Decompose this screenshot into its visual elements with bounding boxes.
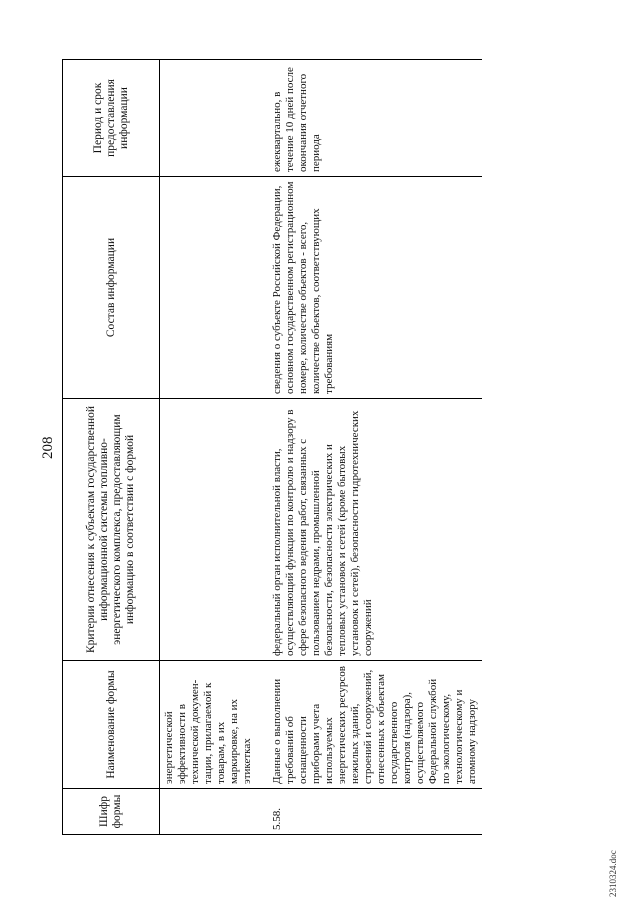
row-criteria <box>160 399 269 661</box>
row-period <box>160 60 269 177</box>
header-name: Наименование формы <box>63 661 160 789</box>
row-code: 5.58. <box>268 789 482 835</box>
footer-doc-id: 2310324.doc <box>608 850 618 897</box>
row-code <box>160 789 269 835</box>
header-criteria: Критерии отнесения к субъектам государственной информационной системы топливно-энергетического комплекса, предоставляющим информацию в соответствии с формой <box>63 399 160 661</box>
row-composition: сведения о субъекте Российской Федерации, основном государственном регистрационном номере, количестве объектов - всего, количестве объектов, соответствующих требованиям <box>268 177 482 399</box>
page-number: 208 <box>40 436 56 459</box>
row-composition <box>160 177 269 399</box>
table-row <box>268 60 482 835</box>
row-name: энергетической эффективности в технической докумен-тации, прилагаемой к товарам, в их маркировке, на их этикетках <box>160 661 269 789</box>
table-header-row <box>63 60 160 835</box>
row-criteria: федеральный орган исполнительной власти, осуществляющий функции по контролю и надзору в сфере безопасного ведения работ, связанных с пользованием недрами, промышленной безопасности, безопасности электрических и тепловых установок и сетей (кроме бытовых установок и сетей), безопасности гидротехнических сооружений <box>268 399 482 661</box>
row-period: ежеквартально, в течение 10 дней после окончания отчетного периода <box>268 60 482 177</box>
table-row <box>160 60 269 835</box>
header-composition: Состав информации <box>63 177 160 399</box>
forms-table <box>62 59 482 835</box>
header-code: Шифр формы <box>63 789 160 835</box>
row-name: Данные о выполнении требований об оснащенности приборами учета используемых энергетических ресурсов нежилых зданий, строений и сооружений, отнесенных к объектам государственного контроля (надзора), осуществляемого Федеральной службой по экологическому, технологическому и атомному надзору <box>268 661 482 789</box>
header-period: Период и срок предоставления информации <box>63 60 160 177</box>
